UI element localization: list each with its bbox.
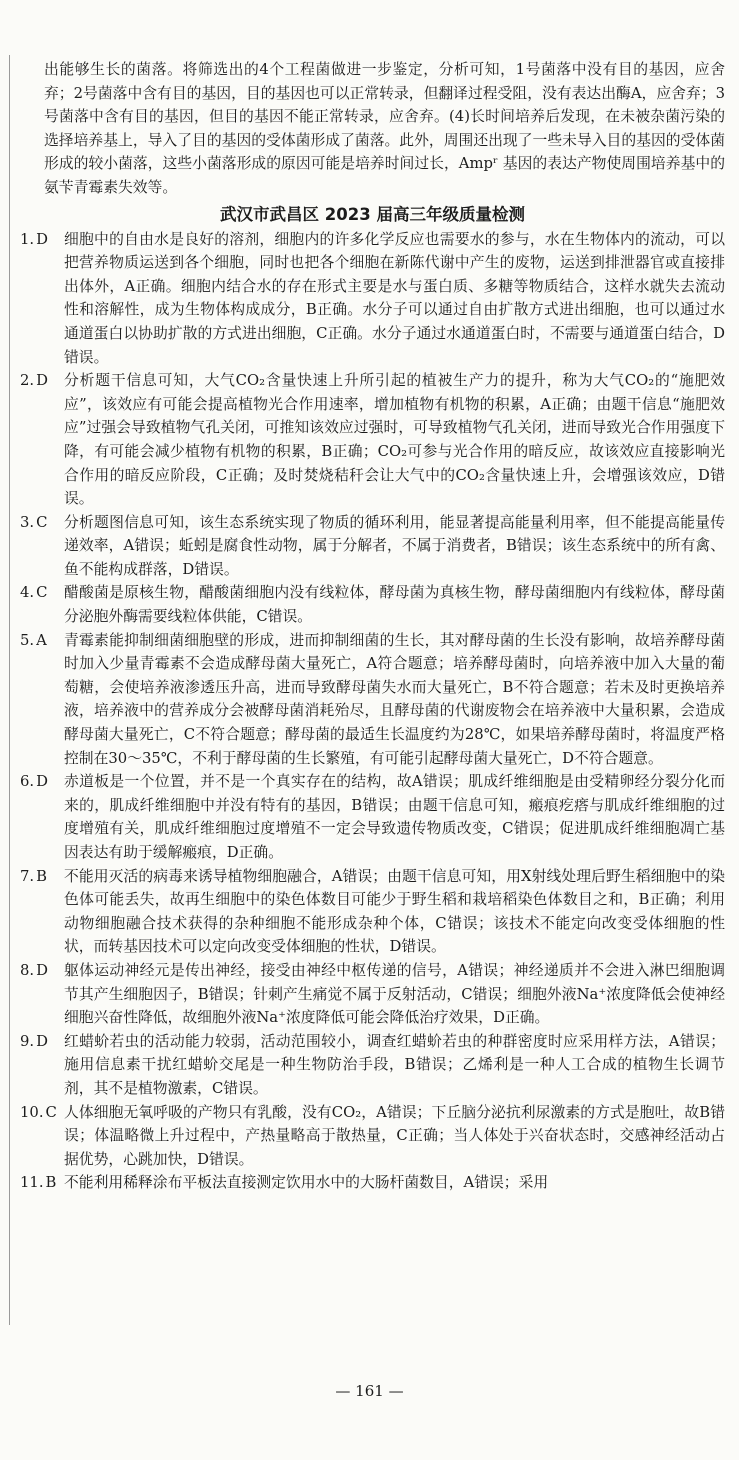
answer-number (20, 770, 48, 794)
answer-explanation: 青霉素能抑制细菌细胞壁的形成，进而抑制细菌的生长，其对酵母菌的生长没有影响，故培养酵母菌时加入少量青霉素不会造成酵母菌大量死亡，A符合题意；培养酵母菌时，向培养液中加入大量的葡萄糖，会使培养液渗透压升高，进而导致酵母菌失水而大量死亡，B不符合题意；若未及时更换培养液，培养液中的营养成分会被酵母菌消耗殆尽，且酵母菌的代谢废物会在培养液中大量积累，会造成酵母菌大量死亡，C不符合题意；酵母菌的最适生长温度约为28℃，如果培养酵母菌时，将温度严格控制在30～35℃，不利于酵母菌的生长繁殖，有可能引起酵母菌大量死亡，D不符合题意。 (64, 631, 725, 767)
answer-explanation: 人体细胞无氧呼吸的产物只有乳酸，没有CO₂，A错误；下丘脑分泌抗利尿激素的方式是胞吐，故B错误；体温略微上升过程中，产热量略高于散热量，C正确；当人体处于兴奋状态时，交感神经活动占据优势，心跳加快，D错误。 (64, 1103, 725, 1168)
page-number: — 161 — (335, 1382, 404, 1400)
answer-letter: C (36, 584, 48, 602)
answer-item (20, 629, 725, 771)
question-number: 1. (20, 230, 35, 248)
margin-rule (9, 55, 10, 1325)
question-number: 8. (20, 961, 35, 979)
answer-explanation: 赤道板是一个位置，并不是一个真实存在的结构，故A错误；肌成纤维细胞是由受精卵经分裂分化而来的，肌成纤维细胞中并没有特有的基因，B错误；由题干信息可知，瘢痕疙瘩与肌成纤维细胞的过度增殖有关，肌成纤维细胞过度增殖不一定会导致遗传物质改变，C错误；促进肌成纤维细胞凋亡基因表达有助于缓解瘢痕，D正确。 (64, 773, 725, 861)
answer-explanation: 不能用灭活的病毒来诱导植物细胞融合，A错误；由题干信息可知，用X射线处理后野生稻细胞中的染色体可能丢失，故再生细胞中的染色体数目可能少于野生稻和栽培稻染色体数目之和，B正确；利用动物细胞融合技术获得的杂种细胞不能形成杂种个体，C错误；该技术不能定向改变受体细胞的性状，而转基因技术可以定向改变受体细胞的性状，D错误。 (64, 867, 725, 956)
answer-letter: A (36, 631, 47, 649)
document-page (20, 58, 725, 1195)
answer-list (20, 228, 725, 1195)
question-number: 5. (20, 631, 35, 649)
answer-item (20, 369, 725, 511)
answer-letter: C (36, 513, 48, 531)
answer-explanation: 红蜡蚧若虫的活动能力较弱，活动范围较小，调查红蜡蚧若虫的种群密度时应采用样方法，A错误；施用信息素干扰红蜡蚧交尾是一种生物防治手段，B错误；乙烯利是一种人工合成的植物生长调节剂，其不是植物激素，C错误。 (64, 1032, 725, 1097)
answer-letter: D (36, 773, 48, 791)
answer-item (20, 511, 725, 582)
question-number: 10. (20, 1103, 44, 1121)
intro-paragraph: 出能够生长的菌落。将筛选出的4个工程菌做进一步鉴定，分析可知，1号菌落中没有目的基因，应舍弃；2号菌落中含有目的基因，目的基因也可以正常转录，但翻译过程受阻，没有表达出酶A，应舍弃；3号菌落中含有目的基因，但目的基因不能正常转录，应舍弃。(4)长时间培养后发现，在未被杂菌污染的选择培养基上，导入了目的基因的受体菌形成了菌落。此外，周围还出现了一些未导入目的基因的受体菌形成的较小菌落，这些小菌落形成的原因可能是培养时间过长，Ampʳ 基因的表达产物使周围培养基中的氨苄青霉素失效等。 (44, 61, 725, 196)
answer-number (20, 1171, 57, 1195)
answer-item (20, 865, 725, 959)
answer-explanation: 躯体运动神经元是传出神经，接受由神经中枢传递的信号，A错误；神经递质并不会进入淋巴细胞调节其产生细胞因子，B错误；针刺产生痛觉不属于反射活动，C错误；细胞外液Na⁺浓度降低会使神经细胞兴奋性降低，故细胞外液Na⁺浓度降低可能会降低治疗效果，D正确。 (64, 961, 725, 1027)
answer-explanation: 醋酸菌是原核生物，醋酸菌细胞内没有线粒体，酵母菌为真核生物，酵母菌细胞内有线粒体，酵母菌分泌胞外酶需要线粒体供能，C错误。 (64, 584, 725, 626)
question-number: 3. (20, 513, 35, 531)
answer-item (20, 770, 725, 864)
answer-item (20, 228, 725, 370)
answer-explanation: 不能利用稀释涂布平板法直接测定饮用水中的大肠杆菌数目，A错误；采用 (64, 1174, 549, 1192)
question-number: 6. (20, 773, 35, 791)
answer-number (20, 1101, 57, 1125)
answer-item (20, 1101, 725, 1172)
answer-letter: D (36, 230, 48, 248)
answer-letter: C (45, 1103, 57, 1121)
answer-number (20, 369, 48, 393)
answer-letter: B (45, 1174, 57, 1192)
answer-item (20, 1030, 725, 1101)
question-number: 2. (20, 372, 35, 390)
answer-number (20, 228, 48, 252)
question-number: 11. (20, 1174, 44, 1192)
answer-item (20, 581, 725, 628)
question-number: 9. (20, 1032, 35, 1050)
answer-explanation: 分析题图信息可知，该生态系统实现了物质的循环利用，能显著提高能量利用率，但不能提高能量传递效率，A错误；蚯蚓是腐食性动物，属于分解者，不属于消费者，B错误；该生态系统中的所有禽、鱼不能构成群落，D错误。 (64, 513, 725, 578)
question-number: 7. (20, 867, 35, 885)
answer-letter: D (36, 961, 48, 979)
answer-number (20, 1030, 48, 1054)
answer-letter: D (36, 372, 48, 390)
question-number: 4. (20, 584, 35, 602)
answer-number (20, 581, 48, 605)
section-title: 武汉市武昌区 2023 届高三年级质量检测 (220, 204, 525, 224)
answer-number (20, 959, 48, 983)
answer-number (20, 865, 48, 889)
answer-number (20, 629, 48, 653)
answer-letter: B (36, 867, 47, 885)
answer-explanation: 细胞中的自由水是良好的溶剂，细胞内的许多化学反应也需要水的参与，水在生物体内的流动，可以把营养物质运送到各个细胞，同时也把各个细胞在新陈代谢中产生的废物，运送到排泄器官或直接排出体外，A正确。细胞内结合水的存在形式主要是水与蛋白质、多糖等物质结合，这样水就失去流动性和溶解性，成为生物体构成成分，B正确。水分子可以通过自由扩散方式进出细胞，也可以通过水通道蛋白以协助扩散的方式进出细胞，C正确。水分子通过水通道蛋白时，不需要与通道蛋白结合，D错误。 (64, 230, 725, 366)
answer-explanation: 分析题干信息可知，大气CO₂含量快速上升所引起的植被生产力的提升，称为大气CO₂的“施肥效应”，该效应有可能会提高植物光合作用速率，增加植物有机物的积累，A正确；由题干信息“施肥效应”过强会导致植物气孔关闭，可推知该效应过强时，可导致植物气孔关闭，进而导致光合作用强度下降，有可能会减少植物有机物的积累，B正确；CO₂可参与光合作用的暗反应，故该效应直接影响光合作用的暗反应阶段，C正确；及时焚烧秸秆会让大气中的CO₂含量快速上升，会增强该效应，D错误。 (64, 372, 725, 508)
answer-number (20, 511, 48, 535)
answer-item (20, 959, 725, 1030)
answer-item (20, 1171, 725, 1195)
answer-letter: D (36, 1032, 48, 1050)
